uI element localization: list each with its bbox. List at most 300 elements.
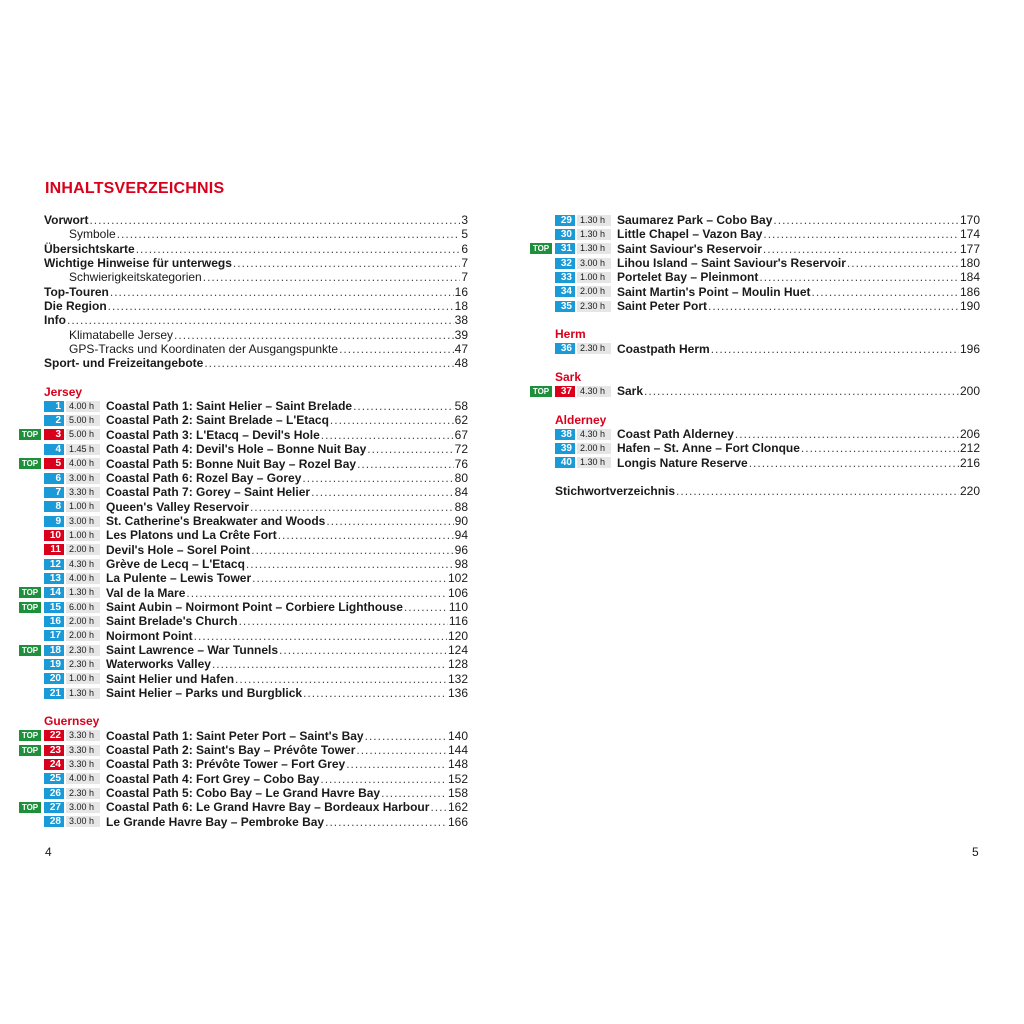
toc-left-column bbox=[19, 213, 468, 829]
tour-duration: 3.30 h bbox=[66, 745, 100, 756]
entry-label: Wichtige Hinweise für unterwegs bbox=[44, 256, 232, 271]
dot-leader bbox=[812, 285, 959, 299]
spacer bbox=[19, 371, 468, 378]
tour-title: Noirmont Point bbox=[106, 628, 193, 643]
entry-page: 16 bbox=[454, 284, 468, 299]
tour-entry[interactable] bbox=[19, 815, 468, 829]
spacer bbox=[530, 399, 980, 406]
dot-leader bbox=[320, 772, 447, 786]
entry-label: Info bbox=[44, 313, 66, 328]
dot-leader bbox=[365, 729, 447, 743]
tour-duration: 2.00 h bbox=[577, 286, 611, 297]
tour-duration: 6.00 h bbox=[66, 602, 100, 613]
tour-duration: 3.00 h bbox=[577, 258, 611, 269]
tour-number: 23 bbox=[44, 745, 64, 756]
tour-duration: 2.00 h bbox=[577, 443, 611, 454]
tour-page: 184 bbox=[959, 270, 980, 285]
page-number-right: 5 bbox=[972, 845, 979, 859]
top-badge: TOP bbox=[530, 386, 552, 397]
tour-duration: 2.30 h bbox=[66, 645, 100, 656]
dot-leader bbox=[311, 485, 454, 499]
tour-duration: 3.30 h bbox=[66, 759, 100, 770]
tour-duration: 1.00 h bbox=[66, 673, 100, 684]
tour-title: Grève de Lecq – L'Etacq bbox=[106, 556, 245, 571]
tour-number: 40 bbox=[555, 457, 575, 468]
page-number-left: 4 bbox=[45, 845, 52, 859]
tour-duration: 4.30 h bbox=[577, 386, 611, 397]
tour-duration: 1.30 h bbox=[577, 229, 611, 240]
toc-entry[interactable] bbox=[19, 270, 468, 284]
tour-title: Coast Path Alderney bbox=[617, 427, 734, 442]
toc-entry[interactable] bbox=[19, 299, 468, 313]
dot-leader bbox=[325, 815, 447, 829]
tour-page: 90 bbox=[454, 513, 468, 528]
tour-entry[interactable] bbox=[19, 485, 468, 499]
tour-entry[interactable] bbox=[530, 242, 980, 256]
tour-page: 174 bbox=[959, 227, 980, 242]
tour-duration: 3.30 h bbox=[66, 730, 100, 741]
tour-entry[interactable] bbox=[19, 543, 468, 557]
tour-number: 11 bbox=[44, 544, 64, 555]
tour-page: 110 bbox=[448, 599, 468, 614]
tour-page: 80 bbox=[454, 470, 468, 485]
tour-page: 140 bbox=[447, 728, 468, 743]
top-badge: TOP bbox=[19, 745, 41, 756]
tour-page: 170 bbox=[959, 213, 980, 227]
tour-page: 84 bbox=[454, 485, 468, 500]
top-badge: TOP bbox=[19, 645, 41, 656]
dot-leader bbox=[735, 427, 959, 441]
tour-title: Hafen – St. Anne – Fort Clonque bbox=[617, 441, 800, 456]
tour-duration: 3.00 h bbox=[66, 516, 100, 527]
tour-entry[interactable] bbox=[530, 456, 980, 470]
top-badge: TOP bbox=[19, 730, 41, 741]
dot-leader bbox=[186, 586, 447, 600]
toc-entry[interactable] bbox=[530, 484, 980, 498]
entry-page: 48 bbox=[454, 356, 468, 371]
tour-page: 206 bbox=[959, 427, 980, 442]
tour-page: 128 bbox=[447, 657, 468, 672]
toc-entry[interactable] bbox=[19, 213, 468, 227]
tour-number: 33 bbox=[555, 272, 575, 283]
tour-page: 120 bbox=[447, 628, 468, 643]
tour-number: 30 bbox=[555, 229, 575, 240]
tour-duration: 1.00 h bbox=[66, 501, 100, 512]
tour-number: 10 bbox=[44, 530, 64, 541]
top-badge: TOP bbox=[19, 458, 41, 469]
dot-leader bbox=[246, 557, 454, 571]
dot-leader bbox=[346, 757, 447, 771]
spacer bbox=[530, 470, 980, 477]
tour-title: Coastal Path 5: Cobo Bay – Le Grand Havre Bay bbox=[106, 786, 381, 801]
section-heading: Jersey bbox=[44, 384, 83, 399]
dot-leader bbox=[303, 686, 447, 700]
top-badge: TOP bbox=[19, 429, 41, 440]
top-badge: TOP bbox=[19, 587, 41, 598]
tour-number: 12 bbox=[44, 559, 64, 570]
tour-duration: 2.00 h bbox=[66, 630, 100, 641]
tour-page: 212 bbox=[959, 441, 980, 456]
tour-entry[interactable] bbox=[530, 441, 980, 455]
tour-entry[interactable] bbox=[19, 514, 468, 528]
tour-title: Saint Lawrence – War Tunnels bbox=[106, 642, 279, 657]
tour-duration: 3.00 h bbox=[66, 473, 100, 484]
dot-leader bbox=[430, 800, 447, 814]
tour-page: 132 bbox=[447, 671, 468, 686]
tour-number: 7 bbox=[44, 487, 64, 498]
tour-entry[interactable] bbox=[19, 557, 468, 571]
tour-title: Saint Saviour's Reservoir bbox=[617, 241, 762, 256]
tour-entry[interactable] bbox=[530, 227, 980, 241]
tour-number: 24 bbox=[44, 759, 64, 770]
entry-label: Symbole bbox=[69, 227, 116, 242]
dot-leader bbox=[749, 456, 959, 470]
tour-entry[interactable] bbox=[19, 800, 468, 814]
tour-number: 1 bbox=[44, 401, 64, 412]
tour-number: 18 bbox=[44, 645, 64, 656]
toc-entry[interactable] bbox=[19, 256, 468, 270]
tour-title: Longis Nature Reserve bbox=[617, 455, 748, 470]
tour-entry[interactable] bbox=[530, 213, 980, 227]
tour-number: 22 bbox=[44, 730, 64, 741]
tour-title: Coastal Path 2: Saint's Bay – Prévôte Tower bbox=[106, 743, 356, 758]
tour-number: 21 bbox=[44, 688, 64, 699]
tour-title: Saint Peter Port bbox=[617, 299, 708, 314]
toc-entry[interactable] bbox=[19, 285, 468, 299]
dot-leader bbox=[89, 213, 460, 227]
tour-number: 4 bbox=[44, 444, 64, 455]
tour-page: 94 bbox=[454, 528, 468, 543]
tour-entry[interactable] bbox=[530, 270, 980, 284]
tour-title: Coastal Path 4: Fort Grey – Cobo Bay bbox=[106, 771, 320, 786]
tour-duration: 2.30 h bbox=[66, 659, 100, 670]
tour-duration: 3.00 h bbox=[66, 816, 100, 827]
tour-title: Les Platons und La Crête Fort bbox=[106, 528, 277, 543]
tour-page: 106 bbox=[447, 585, 468, 600]
tour-number: 6 bbox=[44, 473, 64, 484]
tour-entry[interactable] bbox=[19, 686, 468, 700]
tour-duration: 5.00 h bbox=[66, 429, 100, 440]
tour-number: 37 bbox=[555, 386, 575, 397]
tour-duration: 3.30 h bbox=[66, 487, 100, 498]
tour-duration: 1.30 h bbox=[577, 215, 611, 226]
tour-entry[interactable] bbox=[19, 500, 468, 514]
tour-entry[interactable] bbox=[19, 600, 468, 614]
entry-page: 220 bbox=[959, 484, 980, 499]
entry-page: 6 bbox=[461, 241, 468, 256]
toc-entry[interactable] bbox=[19, 242, 468, 256]
tour-number: 27 bbox=[44, 802, 64, 813]
tour-number: 17 bbox=[44, 630, 64, 641]
toc-entry[interactable] bbox=[19, 342, 468, 356]
tour-entry[interactable] bbox=[19, 413, 468, 427]
tour-page: 166 bbox=[447, 814, 468, 829]
dot-leader bbox=[194, 629, 447, 643]
tour-number: 35 bbox=[555, 301, 575, 312]
tour-duration: 2.30 h bbox=[577, 343, 611, 354]
dot-leader bbox=[763, 242, 959, 256]
tour-page: 177 bbox=[959, 241, 980, 256]
tour-duration: 2.00 h bbox=[66, 544, 100, 555]
dot-leader bbox=[339, 342, 454, 356]
tour-entry[interactable] bbox=[19, 629, 468, 643]
tour-title: Saint Helier und Hafen bbox=[106, 671, 235, 686]
tour-duration: 1.45 h bbox=[66, 444, 100, 455]
tour-page: 144 bbox=[447, 743, 468, 758]
dot-leader bbox=[676, 484, 959, 498]
dot-leader bbox=[353, 399, 454, 413]
tour-entry[interactable] bbox=[19, 657, 468, 671]
toc-entry[interactable] bbox=[19, 328, 468, 342]
tour-duration: 2.30 h bbox=[66, 788, 100, 799]
tour-page: 158 bbox=[447, 786, 468, 801]
dot-leader bbox=[644, 384, 959, 398]
dot-leader bbox=[708, 299, 959, 313]
tour-entry[interactable] bbox=[19, 772, 468, 786]
tour-title: Saumarez Park – Cobo Bay bbox=[617, 213, 773, 227]
tour-entry[interactable] bbox=[530, 256, 980, 270]
dot-leader bbox=[330, 413, 454, 427]
dot-leader bbox=[367, 442, 453, 456]
dot-leader bbox=[252, 571, 447, 585]
tour-title: Coastal Path 3: Prévôte Tower – Fort Grey bbox=[106, 757, 346, 772]
dot-leader bbox=[204, 356, 453, 370]
toc-entry[interactable] bbox=[19, 356, 468, 370]
dot-leader bbox=[357, 457, 454, 471]
dot-leader bbox=[381, 786, 447, 800]
tour-page: 72 bbox=[454, 442, 468, 457]
dot-leader bbox=[233, 256, 460, 270]
dot-leader bbox=[711, 342, 959, 356]
dot-leader bbox=[117, 227, 461, 241]
tour-entry[interactable] bbox=[19, 614, 468, 628]
tour-duration: 1.00 h bbox=[66, 530, 100, 541]
tour-title: Le Grande Havre Bay – Pembroke Bay bbox=[106, 814, 325, 829]
tour-duration: 3.00 h bbox=[66, 802, 100, 813]
tour-title: Waterworks Valley bbox=[106, 657, 211, 672]
tour-title: Portelet Bay – Pleinmont bbox=[617, 270, 759, 285]
toc-entry[interactable] bbox=[19, 227, 468, 241]
dot-leader bbox=[763, 227, 959, 241]
tour-title: Coastal Path 5: Bonne Nuit Bay – Rozel Bay bbox=[106, 456, 357, 471]
tour-page: 216 bbox=[959, 455, 980, 470]
entry-label: GPS-Tracks und Koordinaten der Ausgangspunkte bbox=[69, 342, 339, 357]
tour-entry[interactable] bbox=[530, 342, 980, 356]
tour-number: 39 bbox=[555, 443, 575, 454]
tour-number: 5 bbox=[44, 458, 64, 469]
tour-title: Coastal Path 7: Gorey – Saint Helier bbox=[106, 485, 311, 500]
tour-entry[interactable] bbox=[19, 399, 468, 413]
tour-number: 29 bbox=[555, 215, 575, 226]
tour-number: 38 bbox=[555, 429, 575, 440]
tour-duration: 4.00 h bbox=[66, 401, 100, 412]
tour-entry[interactable] bbox=[530, 285, 980, 299]
dot-leader bbox=[279, 643, 447, 657]
dot-leader bbox=[239, 614, 448, 628]
tour-page: 200 bbox=[959, 384, 980, 399]
entry-page: 38 bbox=[454, 313, 468, 328]
tour-title: Coastal Path 4: Devil's Hole – Bonne Nuit Bay bbox=[106, 442, 367, 457]
tour-entry[interactable] bbox=[19, 786, 468, 800]
tour-entry[interactable] bbox=[19, 757, 468, 771]
tour-number: 9 bbox=[44, 516, 64, 527]
tour-title: St. Catherine's Breakwater and Woods bbox=[106, 513, 326, 528]
section-heading: Herm bbox=[555, 327, 586, 342]
tour-title: Little Chapel – Vazon Bay bbox=[617, 227, 763, 242]
tour-number: 2 bbox=[44, 415, 64, 426]
tour-entry[interactable] bbox=[19, 743, 468, 757]
section-heading: Sark bbox=[555, 370, 582, 385]
tour-title: Devil's Hole – Sorel Point bbox=[106, 542, 251, 557]
spacer bbox=[530, 313, 980, 320]
tour-page: 58 bbox=[454, 399, 468, 414]
tour-number: 28 bbox=[44, 816, 64, 827]
entry-page: 39 bbox=[454, 327, 468, 342]
tour-number: 34 bbox=[555, 286, 575, 297]
tour-duration: 4.00 h bbox=[66, 458, 100, 469]
tour-page: 162 bbox=[447, 800, 468, 815]
tour-title: La Pulente – Lewis Tower bbox=[106, 571, 252, 586]
tour-entry[interactable] bbox=[19, 643, 468, 657]
tour-number: 19 bbox=[44, 659, 64, 670]
tour-title: Lihou Island – Saint Saviour's Reservoir bbox=[617, 256, 846, 271]
dot-leader bbox=[212, 657, 447, 671]
page-title: INHALTSVERZEICHNIS bbox=[45, 180, 225, 197]
tour-page: 190 bbox=[959, 299, 980, 314]
section-heading: Guernsey bbox=[44, 714, 100, 729]
dot-leader bbox=[356, 743, 447, 757]
tour-duration: 2.00 h bbox=[66, 616, 100, 627]
tour-page: 102 bbox=[447, 571, 468, 586]
tour-entry[interactable] bbox=[19, 442, 468, 456]
tour-duration: 4.00 h bbox=[66, 773, 100, 784]
tour-entry[interactable] bbox=[19, 471, 468, 485]
tour-entry[interactable] bbox=[530, 427, 980, 441]
dot-leader bbox=[759, 270, 959, 284]
tour-title: Coastal Path 2: Saint Brelade – L'Etacq bbox=[106, 413, 329, 428]
spacer bbox=[530, 356, 980, 363]
dot-leader bbox=[110, 285, 454, 299]
entry-label: Stichwortverzeichnis bbox=[555, 484, 676, 499]
section-heading: Alderney bbox=[555, 412, 607, 427]
entry-page: 18 bbox=[454, 299, 468, 314]
tour-page: 62 bbox=[454, 413, 468, 428]
tour-entry[interactable] bbox=[19, 729, 468, 743]
tour-number: 31 bbox=[555, 243, 575, 254]
tour-entry[interactable] bbox=[19, 672, 468, 686]
dot-leader bbox=[235, 672, 447, 686]
tour-number: 36 bbox=[555, 343, 575, 354]
entry-label: Vorwort bbox=[44, 213, 89, 227]
tour-entry[interactable] bbox=[530, 299, 980, 313]
dot-leader bbox=[302, 471, 453, 485]
tour-entry[interactable] bbox=[19, 586, 468, 600]
dot-leader bbox=[326, 514, 453, 528]
spacer bbox=[530, 477, 980, 484]
dot-leader bbox=[847, 256, 959, 270]
tour-duration: 4.30 h bbox=[66, 559, 100, 570]
tour-page: 67 bbox=[454, 427, 468, 442]
tour-number: 3 bbox=[44, 429, 64, 440]
tour-title: Coastal Path 1: Saint Peter Port – Saint's Bay bbox=[106, 728, 364, 743]
toc-entry[interactable] bbox=[19, 313, 468, 327]
tour-number: 32 bbox=[555, 258, 575, 269]
entry-label: Übersichtskarte bbox=[44, 241, 135, 256]
toc-right-column bbox=[530, 213, 980, 499]
tour-title: Val de la Mare bbox=[106, 585, 186, 600]
tour-page: 136 bbox=[447, 686, 468, 700]
tour-page: 124 bbox=[447, 642, 468, 657]
dot-leader bbox=[801, 441, 959, 455]
entry-label: Klimatabelle Jersey bbox=[69, 327, 174, 342]
top-badge: TOP bbox=[530, 243, 552, 254]
entry-label: Die Region bbox=[44, 299, 107, 314]
entry-page: 7 bbox=[461, 270, 468, 285]
entry-page: 3 bbox=[461, 213, 468, 227]
entry-label: Schwierigkeitskategorien bbox=[69, 270, 202, 285]
tour-page: 96 bbox=[454, 542, 468, 557]
tour-entry[interactable] bbox=[19, 571, 468, 585]
tour-page: 186 bbox=[959, 284, 980, 299]
tour-page: 88 bbox=[454, 499, 468, 514]
tour-entry[interactable] bbox=[19, 428, 468, 442]
tour-duration: 4.30 h bbox=[577, 429, 611, 440]
entry-page: 5 bbox=[461, 227, 468, 242]
tour-page: 76 bbox=[454, 456, 468, 471]
tour-number: 14 bbox=[44, 587, 64, 598]
tour-title: Saint Brelade's Church bbox=[106, 614, 238, 629]
tour-entry[interactable] bbox=[530, 384, 980, 398]
tour-number: 13 bbox=[44, 573, 64, 584]
dot-leader bbox=[203, 270, 461, 284]
tour-number: 16 bbox=[44, 616, 64, 627]
tour-entry[interactable] bbox=[19, 457, 468, 471]
entry-label: Top-Touren bbox=[44, 284, 109, 299]
top-badge: TOP bbox=[19, 802, 41, 813]
tour-number: 25 bbox=[44, 773, 64, 784]
tour-number: 26 bbox=[44, 788, 64, 799]
tour-page: 148 bbox=[447, 757, 468, 772]
tour-title: Coastal Path 1: Saint Helier – Saint Brelade bbox=[106, 399, 353, 414]
dot-leader bbox=[108, 299, 454, 313]
dot-leader bbox=[773, 213, 959, 227]
tour-duration: 1.00 h bbox=[577, 272, 611, 283]
tour-page: 152 bbox=[447, 771, 468, 786]
tour-duration: 1.30 h bbox=[577, 457, 611, 468]
dot-leader bbox=[250, 500, 454, 514]
tour-page: 180 bbox=[959, 256, 980, 271]
tour-title: Saint Helier – Parks und Burgblick bbox=[106, 686, 303, 700]
tour-title: Saint Martin's Point – Moulin Huet bbox=[617, 284, 811, 299]
tour-title: Coastal Path 6: Rozel Bay – Gorey bbox=[106, 470, 302, 485]
tour-duration: 1.30 h bbox=[66, 688, 100, 699]
tour-page: 116 bbox=[448, 614, 468, 629]
tour-entry[interactable] bbox=[19, 528, 468, 542]
tour-title: Coastpath Herm bbox=[617, 341, 710, 356]
tour-number: 8 bbox=[44, 501, 64, 512]
dot-leader bbox=[67, 313, 454, 327]
tour-duration: 5.00 h bbox=[66, 415, 100, 426]
dot-leader bbox=[174, 328, 454, 342]
dot-leader bbox=[321, 428, 454, 442]
entry-page: 7 bbox=[461, 256, 468, 271]
entry-page: 47 bbox=[454, 342, 468, 357]
tour-duration: 4.00 h bbox=[66, 573, 100, 584]
dot-leader bbox=[278, 528, 454, 542]
tour-duration: 1.30 h bbox=[577, 243, 611, 254]
tour-duration: 2.30 h bbox=[577, 301, 611, 312]
tour-page: 196 bbox=[959, 341, 980, 356]
